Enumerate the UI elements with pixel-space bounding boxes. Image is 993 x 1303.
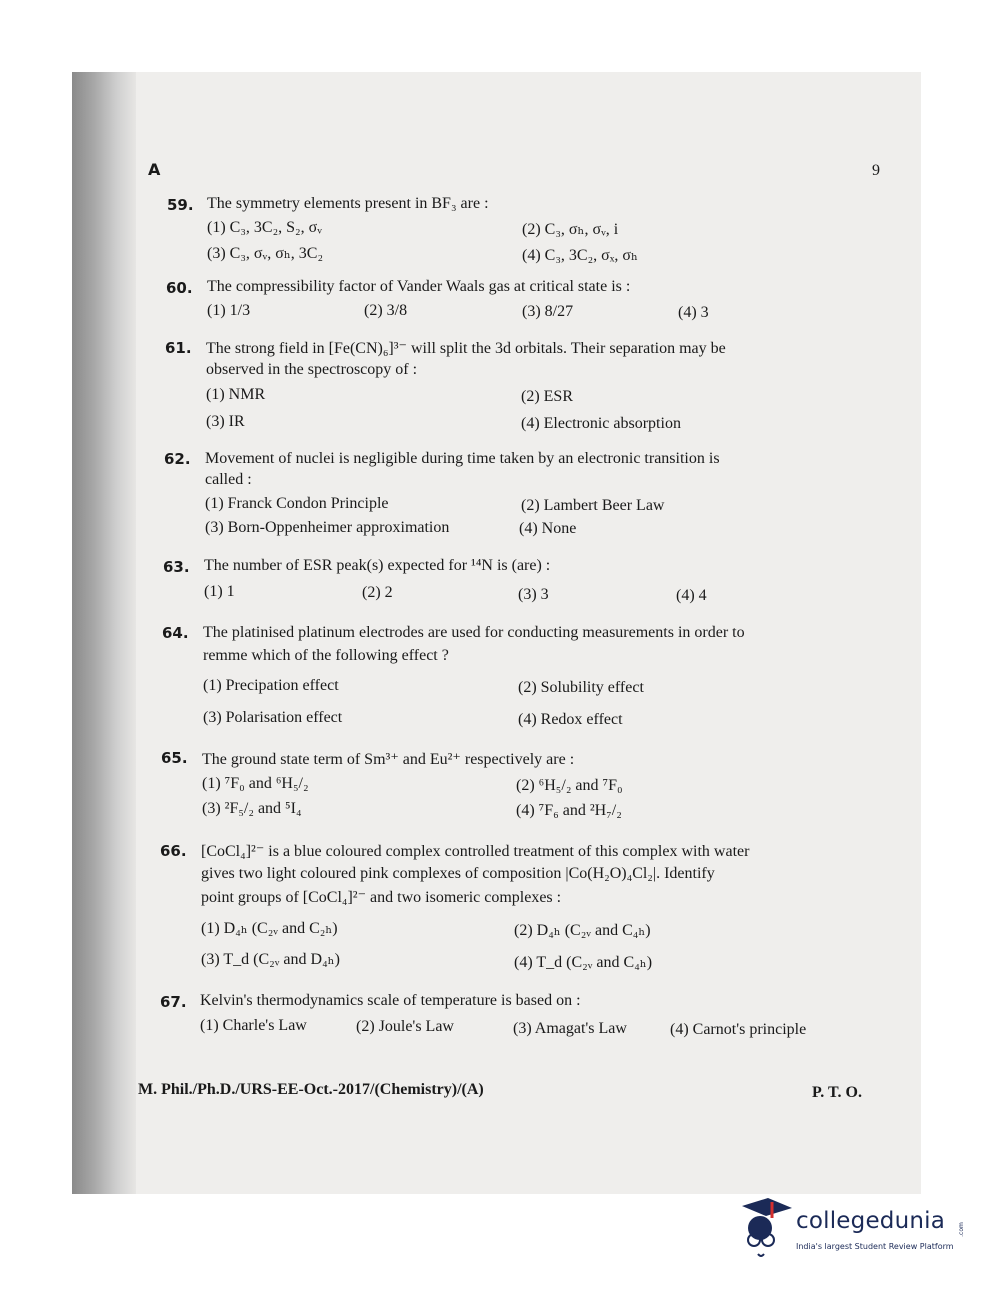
- question-number: 63.: [163, 558, 190, 576]
- option: (2) Joule's Law: [356, 1018, 454, 1035]
- question-text: gives two light coloured pink complexes of composition |Co(H₂O)₄Cl₂|. Identify: [201, 865, 715, 882]
- question-text: observed in the spectroscopy of :: [206, 361, 418, 378]
- footer-course-code: M. Phil./Ph.D./URS-EE-Oct.-2017/(Chemistry)/(A): [138, 1081, 484, 1098]
- scanned-page: [72, 72, 921, 1194]
- option: (2) ESR: [521, 388, 573, 405]
- option: (4) Redox effect: [518, 711, 623, 728]
- option: (3) IR: [206, 413, 245, 430]
- question-text: [CoCl₄]²⁻ is a blue coloured complex controlled treatment of this complex with water: [201, 843, 750, 860]
- option: (4) C₃, 3C₂, σₓ, σₕ: [522, 247, 638, 264]
- question-text: point groups of [CoCl₄]²⁻ and two isomeric complexes :: [201, 889, 562, 906]
- question-text: Kelvin's thermodynamics scale of temperature is based on :: [200, 992, 581, 1009]
- question-text: The strong field in [Fe(CN)₆]³⁻ will split the 3d orbitals. Their separation may be: [206, 340, 726, 357]
- footer-pto: P. T. O.: [812, 1084, 862, 1101]
- option: (1) Charle's Law: [200, 1017, 307, 1034]
- question-text: The ground state term of Sm³⁺ and Eu²⁺ respectively are :: [202, 751, 575, 768]
- option: (3) C₃, σᵥ, σₕ, 3C₂: [207, 245, 324, 262]
- page-content: [72, 72, 921, 1194]
- option: (2) D₄ₕ (C₂ᵥ and C₄ₕ): [514, 922, 651, 939]
- option: (1) ⁷F₀ and ⁶H₅/₂: [202, 775, 309, 792]
- question-number: 60.: [166, 279, 193, 297]
- question-text: called :: [205, 471, 252, 488]
- question-text: Movement of nuclei is negligible during time taken by an electronic transition is: [205, 450, 720, 467]
- question-text: The number of ESR peak(s) expected for ¹⁴N is (are) :: [204, 557, 551, 574]
- collegedunia-logo: [738, 1196, 970, 1266]
- logo-tagline: India's largest Student Review Platform: [796, 1242, 954, 1251]
- option: (2) 2: [362, 584, 393, 601]
- question-text: The symmetry elements present in BF₃ are :: [207, 195, 489, 212]
- option: (3) Born-Oppenheimer approximation: [205, 519, 450, 536]
- option: (4) ⁷F₆ and ²H₇/₂: [516, 802, 622, 819]
- option: (3) 3: [518, 586, 549, 603]
- option: (1) D₄ₕ (C₂ᵥ and C₂ₕ): [201, 920, 338, 937]
- option: (2) C₃, σₕ, σᵥ, i: [522, 221, 619, 238]
- option: (1) 1: [204, 583, 235, 600]
- option: (3) T_d (C₂ᵥ and D₄ₕ): [201, 951, 340, 968]
- option: (4) None: [519, 520, 577, 537]
- option: (4) T_d (C₂ᵥ and C₄ₕ): [514, 954, 653, 971]
- option: (4) 3: [678, 304, 709, 321]
- option: (4) Carnot's principle: [670, 1021, 807, 1038]
- logo-suffix: .com: [957, 1222, 965, 1237]
- question-number: 62.: [164, 450, 191, 468]
- option: (3) Polarisation effect: [203, 709, 343, 726]
- page-number: 9: [872, 162, 880, 179]
- option: (2) ⁶H₅/₂ and ⁷F₀: [516, 777, 623, 794]
- question-number: 65.: [161, 749, 188, 767]
- option: (3) 8/27: [522, 303, 574, 320]
- question-number: 61.: [165, 339, 192, 357]
- option: (1) Franck Condon Principle: [205, 495, 389, 512]
- option: (3) ²F₅/₂ and ⁵I₄: [202, 800, 302, 817]
- mascot-icon: [738, 1196, 794, 1266]
- question-number: 64.: [162, 624, 189, 642]
- option: (4) 4: [676, 587, 707, 604]
- option: (1) 1/3: [207, 302, 251, 319]
- option: (1) Precipation effect: [203, 677, 339, 694]
- option: (4) Electronic absorption: [521, 415, 681, 432]
- option: (3) Amagat's Law: [513, 1020, 627, 1037]
- question-number: 66.: [160, 842, 187, 860]
- question-number: 67.: [160, 993, 187, 1011]
- logo-wordmark: collegedunia: [796, 1208, 946, 1234]
- set-label: A: [148, 160, 161, 179]
- question-text: remme which of the following effect ?: [203, 647, 449, 664]
- question-number: 59.: [167, 196, 194, 214]
- question-text: The platinised platinum electrodes are used for conducting measurements in order to: [203, 624, 745, 641]
- option: (2) Solubility effect: [518, 679, 644, 696]
- option: (2) 3/8: [364, 302, 408, 319]
- option: (2) Lambert Beer Law: [521, 497, 665, 514]
- question-text: The compressibility factor of Vander Waals gas at critical state is :: [207, 278, 631, 295]
- option: (1) NMR: [206, 386, 266, 403]
- option: (1) C₃, 3C₂, S₂, σᵥ: [207, 219, 322, 236]
